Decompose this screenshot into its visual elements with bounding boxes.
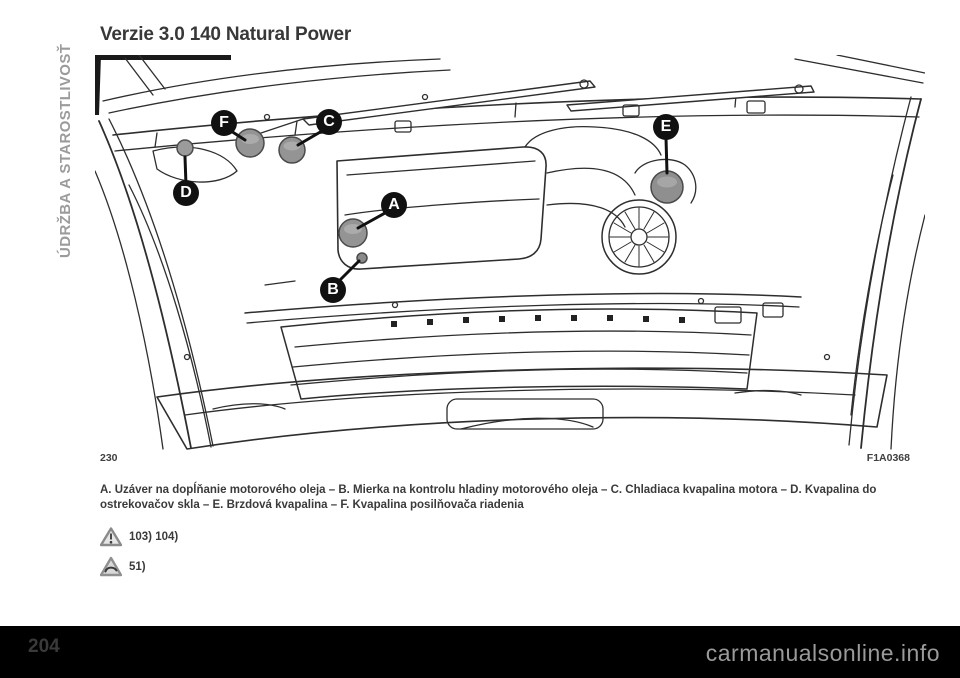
footer-bar [0, 626, 960, 678]
reservoir-caps [177, 129, 683, 263]
figure-callout-f: F [211, 110, 237, 136]
figure-meta-row [100, 452, 910, 464]
figure-callout-c: C [316, 109, 342, 135]
page-number: 204 [28, 636, 60, 657]
grille-clips [391, 315, 685, 327]
figure-code: F1A0368 [866, 452, 910, 464]
warning-triangle-icon [100, 527, 122, 547]
caution-reference-numbers: 51) [129, 560, 146, 573]
watermark-text: carmanualsonline.info [705, 640, 940, 666]
engine-compartment-figure [95, 55, 925, 450]
figure-caption-line1: A. Uzáver na dopĺňanie motorového oleja – B. Mierka na kontrolu hladiny motorového oleja – C. Chladiaca kvapalina motora – D. Kvapalina do [100, 484, 877, 496]
figure-callout-b: B [320, 277, 346, 303]
caution-reference-row [100, 556, 146, 577]
figure-callout-d: D [173, 180, 199, 206]
chapter-sidebar-label: ÚDRŽBA A STAROSTLIVOSŤ [57, 43, 74, 258]
warning-reference-numbers: 103) 104) [129, 531, 179, 543]
figure-number: 230 [100, 452, 118, 464]
section-title: Verzie 3.0 140 Natural Power [100, 24, 352, 45]
figure-callout-e: E [653, 114, 679, 140]
warning-reference-row [100, 527, 178, 547]
figure-caption [100, 483, 890, 513]
caution-triangle-icon [100, 556, 122, 577]
figure-callout-a: A [381, 192, 407, 218]
figure-caption-line2: ostrekovačov skla – E. Brzdová kvapalina – F. Kvapalina posilňovača riadenia [100, 499, 524, 511]
